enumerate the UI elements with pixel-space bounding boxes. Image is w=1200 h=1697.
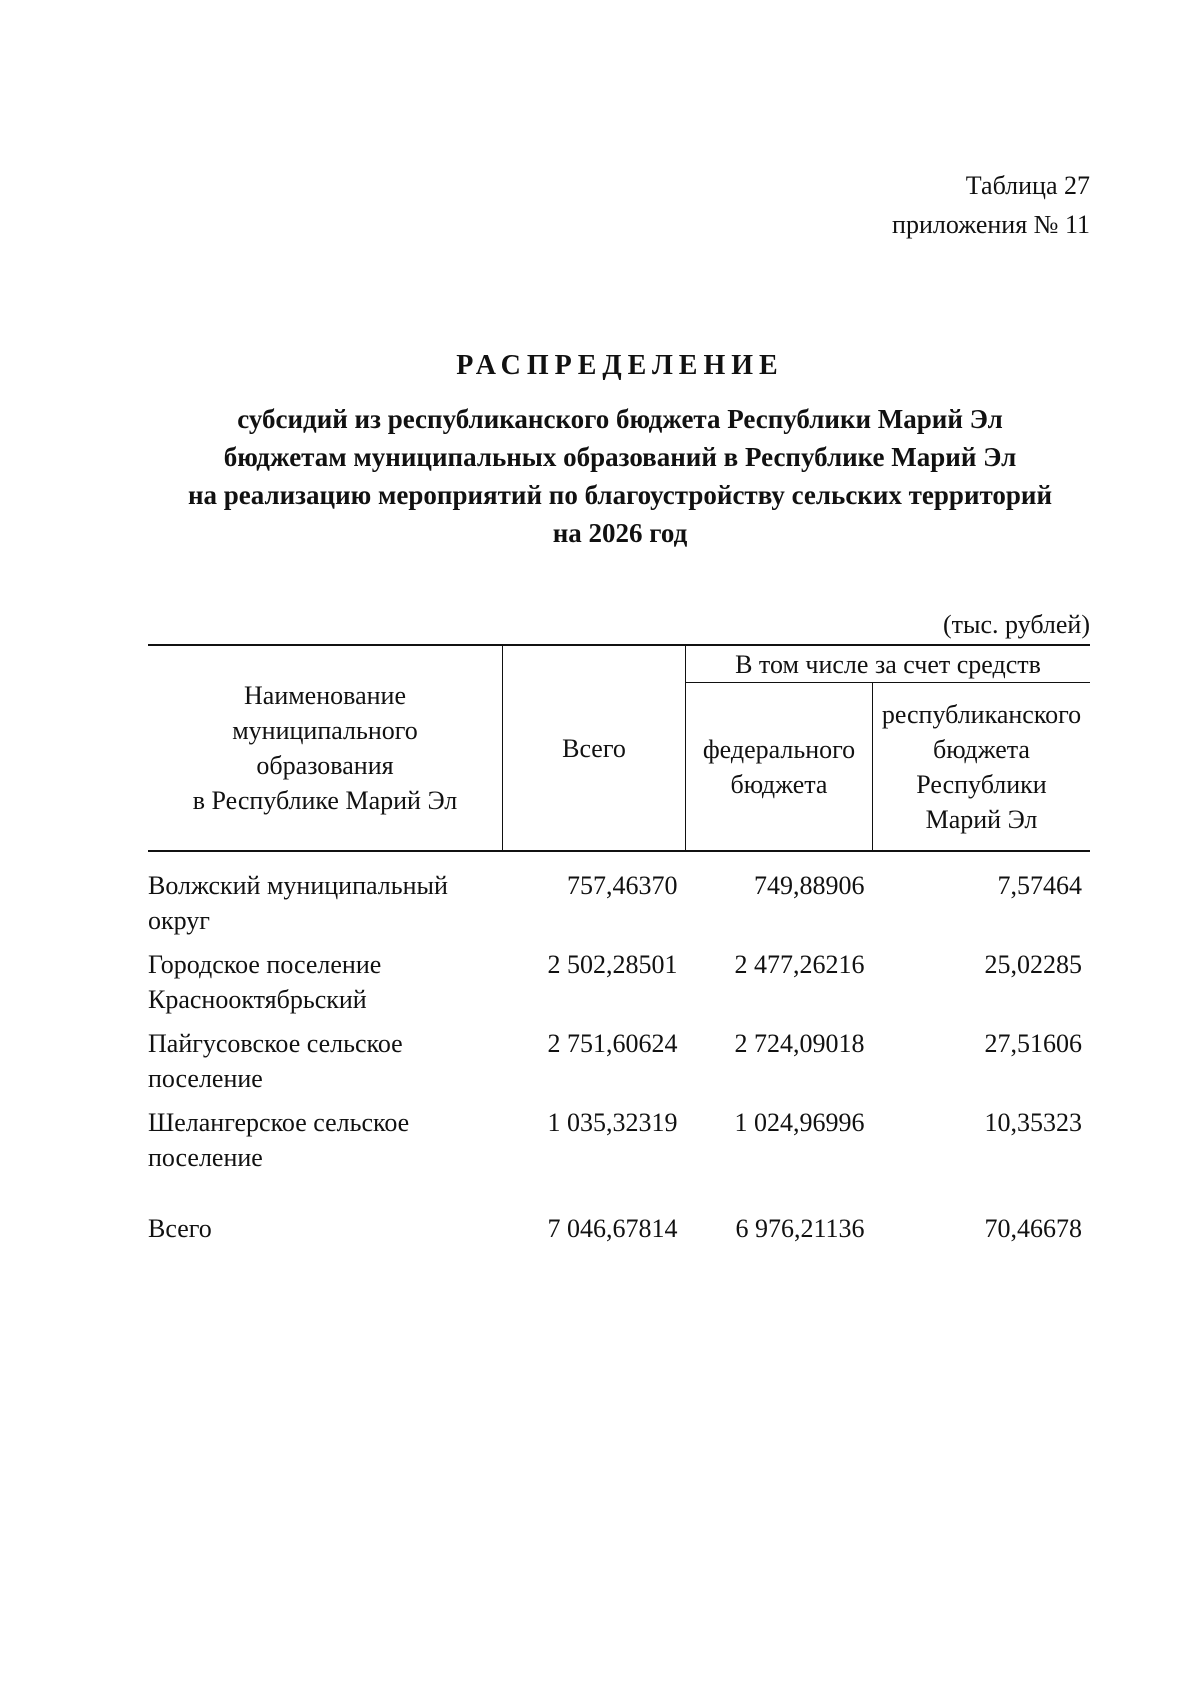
row-name-line: округ [148,906,210,935]
row-name [148,1105,503,1184]
header-republic-line: Марий Эл [925,804,1038,834]
total-sum: 7 046,67814 [547,1214,678,1243]
row-republic: 25,02285 [984,950,1082,979]
row-republic: 27,51606 [984,1029,1082,1058]
appendix-number: приложения № 11 [892,210,1090,239]
table-row [148,1105,1090,1184]
row-name [148,947,503,1026]
header-federal-line: федерального [702,734,856,764]
header-republic-line: Республики [916,769,1047,799]
row-federal: 2 724,09018 [734,1029,865,1058]
header-republic [873,683,1091,852]
total-label: Всего [148,1214,212,1243]
row-total: 2 502,28501 [547,950,678,979]
row-federal: 749,88906 [754,871,865,900]
table-number: Таблица 27 [965,171,1090,200]
row-spacer [148,851,1090,868]
title-line-3: на реализацию мероприятий по благоустройству сельских территорий [187,480,1053,510]
row-federal: 2 477,26216 [734,950,865,979]
row-name [148,1026,503,1105]
total-republic: 70,46678 [984,1214,1082,1243]
header-name [148,645,503,851]
header-group: В том числе за счет средств [686,645,1091,683]
header-name-line: образования [256,751,394,780]
row-name-line: Волжский муниципальный [148,871,448,900]
row-spacer [148,1184,1090,1211]
row-total: 2 751,60624 [547,1029,678,1058]
title-line-4: на 2026 год [552,518,688,548]
row-name-line: Городское поселение [148,950,382,979]
table-row [148,1026,1090,1105]
row-total: 757,46370 [567,871,678,900]
row-name-line: Шелангерское сельское [148,1108,410,1137]
units-label: (тыс. рублей) [942,610,1090,639]
title-main: РАСПРЕДЕЛЕНИЕ [456,350,784,381]
total-federal: 6 976,21136 [735,1214,865,1243]
total-row [148,1211,1090,1246]
table-body [148,851,1090,1246]
header-federal-line: бюджета [730,769,828,799]
header-name-line: в Республике Марий Эл [192,786,458,815]
header-federal [686,683,873,852]
row-name-line: поселение [148,1143,263,1172]
header-republic-line: республиканского [881,699,1082,729]
row-name [148,868,503,947]
row-name-line: Пайгусовское сельское [148,1029,403,1058]
row-republic: 10,35323 [984,1108,1082,1137]
title-line-2: бюджетам муниципальных образований в Республике Марий Эл [223,442,1017,472]
document-title [120,346,1120,552]
row-name-line: поселение [148,1064,263,1093]
row-total: 1 035,32319 [547,1108,678,1137]
header-total: Всего [503,645,686,851]
table-row [148,868,1090,947]
distribution-table [148,644,1090,1246]
header-republic-line: бюджета [933,734,1030,764]
row-federal: 1 024,96996 [734,1108,865,1137]
table-reference [892,166,1090,244]
table-header [148,645,1090,851]
header-name-line: муниципального [232,716,418,745]
row-name-line: Краснооктябрьский [148,985,367,1014]
row-republic: 7,57464 [997,871,1082,900]
table-row [148,947,1090,1026]
title-line-1: субсидий из республиканского бюджета Республики Марий Эл [237,404,1003,434]
header-name-line: Наименование [244,681,406,710]
